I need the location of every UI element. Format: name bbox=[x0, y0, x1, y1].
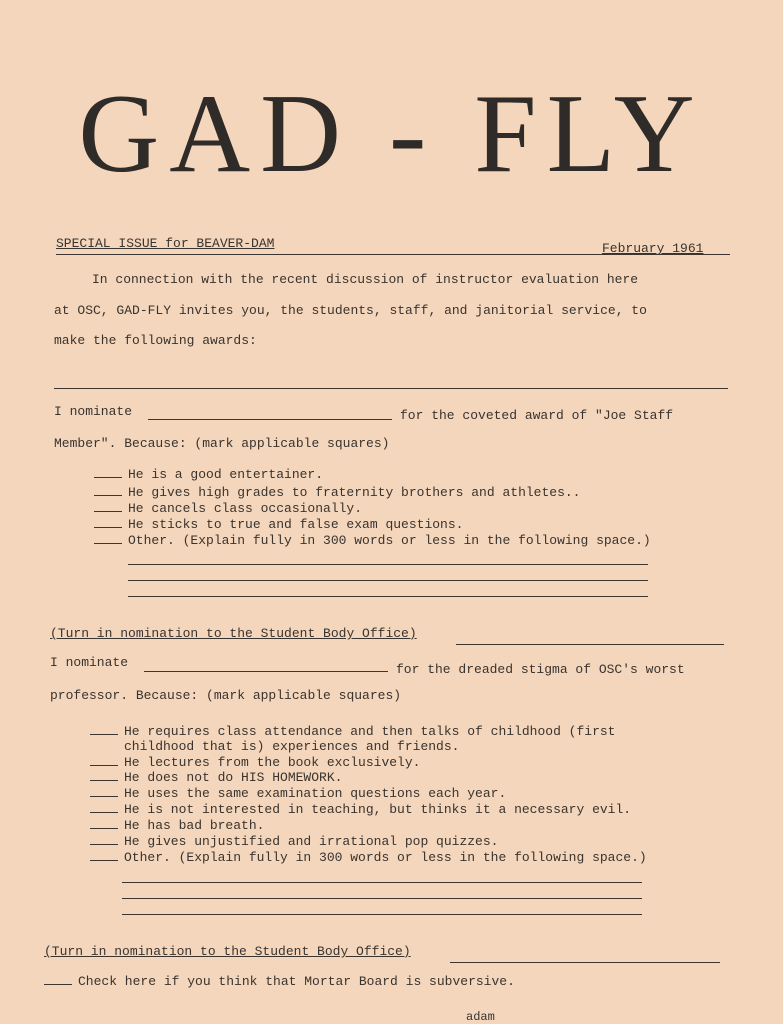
item-continuation: childhood that is) experiences and friends. bbox=[124, 739, 460, 754]
award-text-2: for the dreaded stigma of OSC's worst bbox=[396, 662, 685, 677]
checkbox-blank[interactable] bbox=[94, 476, 122, 478]
checkbox-blank[interactable] bbox=[90, 843, 118, 845]
checkbox-item[interactable]: He lectures from the book exclusively. bbox=[90, 755, 420, 770]
nominee-blank-1[interactable] bbox=[148, 419, 392, 420]
explain-line[interactable] bbox=[122, 914, 642, 915]
checkbox-blank[interactable] bbox=[90, 827, 118, 829]
checkbox-item[interactable]: He is a good entertainer. bbox=[94, 467, 323, 482]
checkbox-blank[interactable] bbox=[90, 764, 118, 766]
checkbox-item[interactable]: Other. (Explain fully in 300 words or less in the following space.) bbox=[90, 850, 647, 865]
checkbox-item[interactable]: He sticks to true and false exam questions. bbox=[94, 517, 463, 532]
section-rule bbox=[54, 388, 728, 389]
checkbox-item[interactable]: He does not do HIS HOMEWORK. bbox=[90, 770, 342, 785]
issue-label: SPECIAL ISSUE for BEAVER-DAM bbox=[56, 236, 275, 251]
explain-line[interactable] bbox=[128, 580, 648, 581]
header-rule bbox=[56, 254, 730, 255]
checkbox-blank[interactable] bbox=[94, 510, 122, 512]
checkbox-blank[interactable] bbox=[90, 859, 118, 861]
award-line2-2: professor. Because: (mark applicable squares) bbox=[50, 688, 402, 703]
checkbox-blank[interactable] bbox=[94, 542, 122, 544]
turn-in-note-1: (Turn in nomination to the Student Body Office) bbox=[50, 626, 417, 641]
nominate-label-1: I nominate bbox=[54, 404, 133, 419]
award-line2-1: Member". Because: (mark applicable squares) bbox=[54, 436, 390, 451]
checkbox-item[interactable]: Other. (Explain fully in 300 words or less in the following space.) bbox=[94, 533, 651, 548]
intro-line-1: In connection with the recent discussion of instructor evaluation here bbox=[92, 272, 639, 287]
checkbox-item[interactable]: He uses the same examination questions each year. bbox=[90, 786, 506, 801]
intro-line-2: at OSC, GAD-FLY invites you, the students, staff, and janitorial service, to bbox=[54, 303, 647, 318]
turn-in-note-2: (Turn in nomination to the Student Body Office) bbox=[44, 944, 411, 959]
nominate-label-2: I nominate bbox=[50, 655, 129, 670]
checkbox-item[interactable]: He gives high grades to fraternity brothers and athletes.. bbox=[94, 485, 580, 500]
checkbox-blank[interactable] bbox=[90, 811, 118, 813]
checkbox-blank[interactable] bbox=[90, 733, 118, 735]
signature: adam bbox=[466, 1010, 495, 1024]
checkbox-blank[interactable] bbox=[44, 983, 72, 985]
checkbox-blank[interactable] bbox=[90, 795, 118, 797]
section-rule bbox=[456, 644, 724, 645]
issue-date: February 1961 bbox=[602, 241, 704, 256]
checkbox-blank[interactable] bbox=[94, 526, 122, 528]
checkbox-item[interactable]: He has bad breath. bbox=[90, 818, 264, 833]
explain-line[interactable] bbox=[122, 882, 642, 883]
nominee-blank-2[interactable] bbox=[144, 671, 388, 672]
explain-line[interactable] bbox=[122, 898, 642, 899]
explain-line[interactable] bbox=[128, 564, 648, 565]
checkbox-item[interactable]: He cancels class occasionally. bbox=[94, 501, 362, 516]
masthead-title: GAD - FLY bbox=[78, 72, 705, 196]
section-rule bbox=[450, 962, 720, 963]
intro-line-3: make the following awards: bbox=[54, 333, 257, 348]
award-text-1: for the coveted award of "Joe Staff bbox=[400, 408, 674, 423]
checkbox-item[interactable]: Check here if you think that Mortar Board is subversive. bbox=[44, 974, 515, 989]
checkbox-item[interactable]: He requires class attendance and then talks of childhood (first bbox=[90, 724, 615, 739]
checkbox-item[interactable]: He is not interested in teaching, but thinks it a necessary evil. bbox=[90, 802, 631, 817]
checkbox-blank[interactable] bbox=[94, 494, 122, 496]
checkbox-item[interactable]: He gives unjustified and irrational pop quizzes. bbox=[90, 834, 498, 849]
explain-line[interactable] bbox=[128, 596, 648, 597]
checkbox-blank[interactable] bbox=[90, 779, 118, 781]
